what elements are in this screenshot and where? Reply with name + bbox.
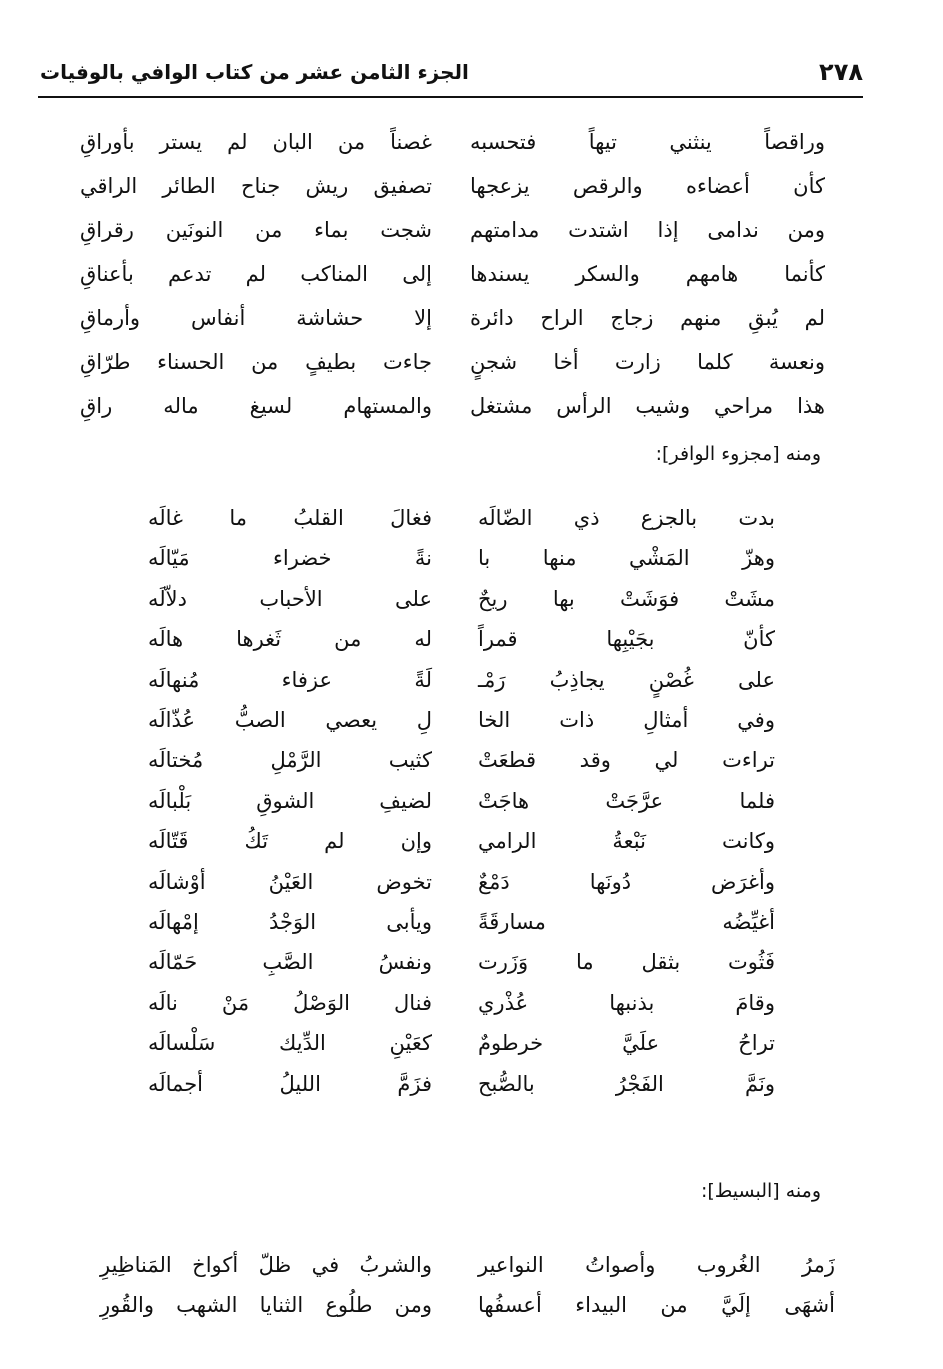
- verse-line: [0, 254, 943, 294]
- first-hemistich: ونعسة كلما زارت أخا شجنٍ: [470, 350, 825, 374]
- verse-line: [0, 298, 943, 338]
- second-hemistich: تخوض العَيْنُ أوْشالَه: [148, 869, 432, 894]
- verse-line: [0, 1023, 943, 1063]
- second-hemistich: على الأحباب دلاّلَه: [148, 586, 432, 611]
- first-hemistich: فَثُوت بثقل ما وَزَرت: [478, 950, 775, 975]
- first-hemistich: على غُصْنٍ يجاذِبُ رَمْـ: [478, 667, 775, 692]
- first-hemistich: ومن ندامى إذا اشتدت مدامتهم: [470, 218, 825, 242]
- second-hemistich: كعَيْنِ الدِّيك سَلْسالَه: [148, 1031, 432, 1056]
- verse-line: [0, 1245, 943, 1285]
- second-hemistich: وإن لم تَكُ قَتّالَه: [148, 829, 432, 854]
- first-hemistich: لم يُبقِ منهم زجاج الراح دائرة: [470, 306, 825, 330]
- verse-line: [0, 386, 943, 426]
- second-hemistich: فغالَ القلبُ ما غالَه: [148, 506, 432, 530]
- meter-intro-1: ومنه [مجزوء الوافر]:: [655, 443, 821, 465]
- first-hemistich: هذا مراحي وشيب الرأس مشتغل: [470, 394, 825, 418]
- verse-line: [0, 538, 943, 578]
- first-hemistich: كأنما هامهم والسكر يسندها: [470, 262, 825, 286]
- first-hemistich: أغيِّضُه مسارقَةً: [478, 910, 775, 934]
- second-hemistich: ومن طلُوع الثنايا الشهب والقُورِ: [100, 1293, 432, 1317]
- first-hemistich: ونَمَّ الفَجْرُ بالصُّبح: [478, 1071, 775, 1096]
- verse-line: [0, 700, 943, 740]
- verse-line: [0, 660, 943, 700]
- second-hemistich: غصناً من البان لم يستر بأوراقِ: [80, 130, 432, 154]
- first-hemistich: بدت بالجزع ذي الضّالَه: [478, 506, 775, 530]
- second-hemistich: لِ يعصي الصبُّ عُذّالَه: [148, 708, 432, 732]
- second-hemistich: لضيفِ الشوقِ بَلْبالَه: [148, 788, 432, 813]
- verse-line: [0, 342, 943, 382]
- first-hemistich: مشَتْ فوَشَتْ بها ريحٌ: [478, 586, 775, 611]
- verse-line: [0, 740, 943, 780]
- second-hemistich: ويأبى الوَجْدُ إمْهالَه: [148, 910, 432, 934]
- second-hemistich: فزَمَّ الليلُ أجمالَه: [148, 1071, 432, 1096]
- second-hemistich: تصفيق ريش جناح الطائر الراقي: [80, 174, 432, 198]
- verse-line: [0, 579, 943, 619]
- verse-line: [0, 619, 943, 659]
- running-title: الجزء الثامن عشر من كتاب الوافي بالوفيات: [40, 60, 469, 84]
- verse-line: [0, 902, 943, 942]
- second-hemistich: إلى المناكب لم تدعم بأعناقِ: [80, 262, 432, 286]
- first-hemistich: كأنّ بجَيْبِها قمراً: [478, 627, 775, 652]
- second-hemistich: كثيب الرَّمْلِ مُختالَه: [148, 748, 432, 773]
- second-hemistich: فنال الوَصْلُ مَنْ نالَه: [148, 990, 432, 1015]
- verse-line: [0, 983, 943, 1023]
- verse-line: [0, 862, 943, 902]
- verse-line: [0, 1064, 943, 1104]
- first-hemistich: تراحُ علَيَّ خرطومٌ: [478, 1031, 775, 1056]
- first-hemistich: وكانت نَبْعةُ الرامي: [478, 829, 775, 854]
- first-hemistich: وهزّ المَشْي منها با: [478, 546, 775, 571]
- second-hemistich: له من ثَغرها هالَه: [148, 627, 432, 652]
- first-hemistich: فلما عرَّجَتْ هاجَتْ: [478, 788, 775, 813]
- first-hemistich: تراءت لي وقد قطعَتْ: [478, 748, 775, 773]
- first-hemistich: وفي أمثالِ ذات الخا: [478, 708, 775, 732]
- second-hemistich: نةً خضراء مَيّالَه: [148, 546, 432, 571]
- header-rule: [38, 96, 863, 98]
- page-header: [40, 56, 863, 96]
- second-hemistich: إلا حشاشة أنفاس وأرماقِ: [80, 306, 432, 330]
- verse-line: [0, 781, 943, 821]
- second-hemistich: جاءت بطيفٍ من الحسناء طرّاقِ: [80, 350, 432, 374]
- second-hemistich: ونفسُ الصَّبِ حَمّالَه: [148, 950, 432, 975]
- second-hemistich: شجت بماء من النونَين رقراقِ: [80, 218, 432, 242]
- first-hemistich: كأن أعضاءه والرقص يزعجها: [470, 174, 825, 198]
- first-hemistich: وراقصاً ينثني تيهاً فتحسبه: [470, 130, 825, 154]
- verse-line: [0, 122, 943, 162]
- first-hemistich: زَمرُ الغُروب وأصواتُ النواعير: [478, 1253, 835, 1277]
- verse-line: [0, 1285, 943, 1325]
- second-hemistich: والشربُ في ظلّ أكواخ المَناظِيرِ: [100, 1253, 432, 1277]
- verse-line: [0, 166, 943, 206]
- verse-line: [0, 821, 943, 861]
- verse-line: [0, 210, 943, 250]
- second-hemistich: لَةً عزفاء مُنهالَه: [148, 667, 432, 692]
- first-hemistich: أشهَى إلَيَّ من البيداء أعسفُها: [478, 1293, 835, 1317]
- verse-line: [0, 498, 943, 538]
- first-hemistich: وقامَ بذنبها عُذْري: [478, 990, 775, 1015]
- verse-line: [0, 942, 943, 982]
- first-hemistich: وأغرَض دُونَها دَمْعٌ: [478, 869, 775, 894]
- meter-intro-2: ومنه [البسيط]:: [700, 1180, 821, 1202]
- page-number: ٢٧٨: [819, 58, 863, 86]
- second-hemistich: والمستهام لسيغ ماله راقِ: [80, 394, 432, 418]
